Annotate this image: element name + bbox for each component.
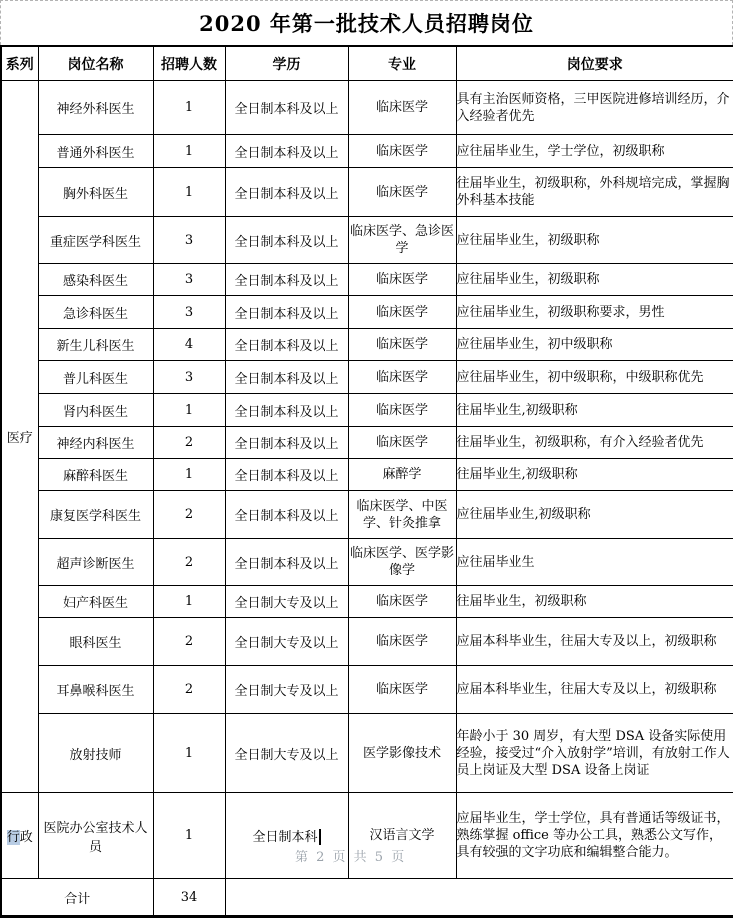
position-cell[interactable]: 普儿科医生 xyxy=(38,361,153,394)
requirement-cell[interactable]: 应届本科毕业生，往届大专及以上，初级职称 xyxy=(456,666,733,714)
table-row xyxy=(1,666,733,714)
education-cell[interactable]: 全日制大专及以上 xyxy=(225,618,348,666)
column-header-0[interactable]: 系列 xyxy=(1,46,38,81)
column-header-5[interactable]: 岗位要求 xyxy=(456,46,733,81)
education-cell[interactable]: 全日制本科 xyxy=(225,793,348,879)
table-row xyxy=(1,296,733,329)
position-cell[interactable]: 普通外科医生 xyxy=(38,135,153,168)
position-cell[interactable]: 新生儿科医生 xyxy=(38,329,153,361)
count-cell[interactable]: 2 xyxy=(153,491,225,539)
major-cell[interactable]: 麻醉学 xyxy=(348,459,456,491)
count-cell[interactable]: 4 xyxy=(153,329,225,361)
requirement-cell[interactable]: 应往届毕业生，初中级职称，中级职称优先 xyxy=(456,361,733,394)
table-row xyxy=(1,81,733,135)
table-row xyxy=(1,217,733,264)
requirement-cell[interactable]: 应往届毕业生，初级职称 xyxy=(456,264,733,296)
education-cell[interactable]: 全日制本科及以上 xyxy=(225,459,348,491)
education-cell[interactable]: 全日制本科及以上 xyxy=(225,329,348,361)
education-cell[interactable]: 全日制本科及以上 xyxy=(225,491,348,539)
count-cell[interactable]: 1 xyxy=(153,459,225,491)
table-row xyxy=(1,491,733,539)
position-cell[interactable]: 重症医学科医生 xyxy=(38,217,153,264)
position-cell[interactable]: 耳鼻喉科医生 xyxy=(38,666,153,714)
count-cell[interactable]: 2 xyxy=(153,666,225,714)
table-row xyxy=(1,264,733,296)
table-row xyxy=(1,586,733,618)
education-cell[interactable]: 全日制大专及以上 xyxy=(225,666,348,714)
count-cell[interactable]: 1 xyxy=(153,81,225,135)
recruitment-table xyxy=(0,45,733,918)
requirement-cell[interactable]: 往届毕业生,初级职称 xyxy=(456,394,733,427)
table-row xyxy=(1,459,733,491)
requirement-cell[interactable]: 应往届毕业生，初中级职称 xyxy=(456,329,733,361)
series-cell-1[interactable]: 行政 xyxy=(1,793,38,879)
requirement-cell[interactable]: 应往届毕业生，初级职称 xyxy=(456,217,733,264)
education-cell[interactable]: 全日制大专及以上 xyxy=(225,714,348,793)
count-cell[interactable]: 1 xyxy=(153,586,225,618)
major-cell[interactable]: 临床医学 xyxy=(348,264,456,296)
education-cell[interactable]: 全日制本科及以上 xyxy=(225,81,348,135)
education-cell[interactable]: 全日制本科及以上 xyxy=(225,539,348,586)
position-cell[interactable]: 麻醉科医生 xyxy=(38,459,153,491)
page-title[interactable]: 2020 年第一批技术人员招聘岗位 xyxy=(199,11,534,36)
position-cell[interactable]: 医院办公室技术人员 xyxy=(38,793,153,879)
requirement-cell[interactable]: 应往届毕业生，学士学位，初级职称 xyxy=(456,135,733,168)
table-row xyxy=(1,168,733,217)
table-row xyxy=(1,135,733,168)
requirement-cell[interactable]: 应往届毕业生，初级职称要求，男性 xyxy=(456,296,733,329)
requirement-cell[interactable]: 具有主治医师资格，三甲医院进修培训经历，介入经验者优先 xyxy=(456,81,733,135)
major-cell[interactable]: 临床医学 xyxy=(348,427,456,459)
education-cell[interactable]: 全日制本科及以上 xyxy=(225,217,348,264)
position-cell[interactable]: 神经内科医生 xyxy=(38,427,153,459)
selected-text: 行 xyxy=(6,830,20,845)
column-header-2[interactable]: 招聘人数 xyxy=(153,46,225,81)
major-cell[interactable]: 临床医学 xyxy=(348,361,456,394)
position-cell[interactable]: 肾内科医生 xyxy=(38,394,153,427)
text-cursor xyxy=(319,829,321,845)
count-cell[interactable]: 2 xyxy=(153,427,225,459)
table-row xyxy=(1,539,733,586)
major-cell[interactable]: 临床医学 xyxy=(348,666,456,714)
position-cell[interactable]: 超声诊断医生 xyxy=(38,539,153,586)
table-row xyxy=(1,618,733,666)
total-row xyxy=(1,879,733,917)
requirement-cell[interactable]: 往届毕业生，初级职称，有介入经验者优先 xyxy=(456,427,733,459)
table-row xyxy=(1,394,733,427)
requirement-cell[interactable]: 应往届毕业生 xyxy=(456,539,733,586)
requirement-cell[interactable]: 往届毕业生,初级职称 xyxy=(456,459,733,491)
total-count-cell[interactable]: 34 xyxy=(153,879,225,917)
count-cell[interactable]: 1 xyxy=(153,168,225,217)
major-cell[interactable]: 医学影像技术 xyxy=(348,714,456,793)
position-cell[interactable]: 胸外科医生 xyxy=(38,168,153,217)
requirement-cell[interactable]: 应届毕业生，学士学位，具有普通话等级证书，熟练掌握 office 等办公工具，熟悉公文写作，具有较强的文字功底和编辑整合能力。 xyxy=(456,793,733,879)
count-cell[interactable]: 1 xyxy=(153,394,225,427)
count-cell[interactable]: 1 xyxy=(153,714,225,793)
count-cell[interactable]: 1 xyxy=(153,793,225,879)
position-cell[interactable]: 急诊科医生 xyxy=(38,296,153,329)
series-cell-0[interactable]: 医疗 xyxy=(1,81,38,793)
requirement-cell[interactable]: 往届毕业生，初级职称 xyxy=(456,586,733,618)
table-row xyxy=(1,361,733,394)
total-label-cell[interactable]: 合计 xyxy=(1,879,153,917)
major-cell[interactable]: 临床医学、中医学、针灸推拿 xyxy=(348,491,456,539)
column-header-4[interactable]: 专业 xyxy=(348,46,456,81)
count-cell[interactable]: 3 xyxy=(153,296,225,329)
major-cell[interactable]: 汉语言文学 xyxy=(348,793,456,879)
count-cell[interactable]: 1 xyxy=(153,135,225,168)
major-cell[interactable]: 临床医学 xyxy=(348,81,456,135)
major-cell[interactable]: 临床医学 xyxy=(348,618,456,666)
education-cell[interactable]: 全日制本科及以上 xyxy=(225,427,348,459)
count-cell[interactable]: 2 xyxy=(153,539,225,586)
column-header-1[interactable]: 岗位名称 xyxy=(38,46,153,81)
education-cell[interactable]: 全日制本科及以上 xyxy=(225,361,348,394)
education-cell[interactable]: 全日制本科及以上 xyxy=(225,296,348,329)
table-row xyxy=(1,793,733,879)
page-indicator-watermark: 第 2 页 共 5 页 xyxy=(295,850,407,865)
total-empty-cell[interactable] xyxy=(225,879,733,917)
education-cell[interactable]: 全日制本科及以上 xyxy=(225,394,348,427)
major-cell[interactable]: 临床医学、急诊医学 xyxy=(348,217,456,264)
position-cell[interactable]: 感染科医生 xyxy=(38,264,153,296)
table-row xyxy=(1,427,733,459)
requirement-cell[interactable]: 应届本科毕业生，往届大专及以上，初级职称 xyxy=(456,618,733,666)
major-cell[interactable]: 临床医学 xyxy=(348,394,456,427)
major-cell[interactable]: 临床医学 xyxy=(348,168,456,217)
education-cell[interactable]: 全日制本科及以上 xyxy=(225,135,348,168)
column-header-3[interactable]: 学历 xyxy=(225,46,348,81)
major-cell[interactable]: 临床医学、医学影像学 xyxy=(348,539,456,586)
title-strip xyxy=(0,0,733,45)
education-cell[interactable]: 全日制大专及以上 xyxy=(225,586,348,618)
major-cell[interactable]: 临床医学 xyxy=(348,135,456,168)
count-cell[interactable]: 3 xyxy=(153,217,225,264)
education-cell[interactable]: 全日制本科及以上 xyxy=(225,168,348,217)
major-cell[interactable]: 临床医学 xyxy=(348,329,456,361)
table-row xyxy=(1,714,733,793)
count-cell[interactable]: 2 xyxy=(153,618,225,666)
position-cell[interactable]: 眼科医生 xyxy=(38,618,153,666)
table-row xyxy=(1,329,733,361)
major-cell[interactable]: 临床医学 xyxy=(348,296,456,329)
major-cell[interactable]: 临床医学 xyxy=(348,586,456,618)
education-cell[interactable]: 全日制本科及以上 xyxy=(225,264,348,296)
position-cell[interactable]: 妇产科医生 xyxy=(38,586,153,618)
count-cell[interactable]: 3 xyxy=(153,264,225,296)
requirement-cell[interactable]: 年龄小于 30 周岁，有大型 DSA 设备实际使用经验，接受过“介入放射学”培训，有放射工作人员上岗证及大型 DSA 设备上岗证 xyxy=(456,714,733,793)
position-cell[interactable]: 神经外科医生 xyxy=(38,81,153,135)
requirement-cell[interactable]: 应往届毕业生,初级职称 xyxy=(456,491,733,539)
table-body xyxy=(1,81,733,917)
count-cell[interactable]: 3 xyxy=(153,361,225,394)
position-cell[interactable]: 放射技师 xyxy=(38,714,153,793)
header-row xyxy=(1,46,733,81)
requirement-cell[interactable]: 往届毕业生，初级职称，外科规培完成，掌握胸外科基本技能 xyxy=(456,168,733,217)
position-cell[interactable]: 康复医学科医生 xyxy=(38,491,153,539)
